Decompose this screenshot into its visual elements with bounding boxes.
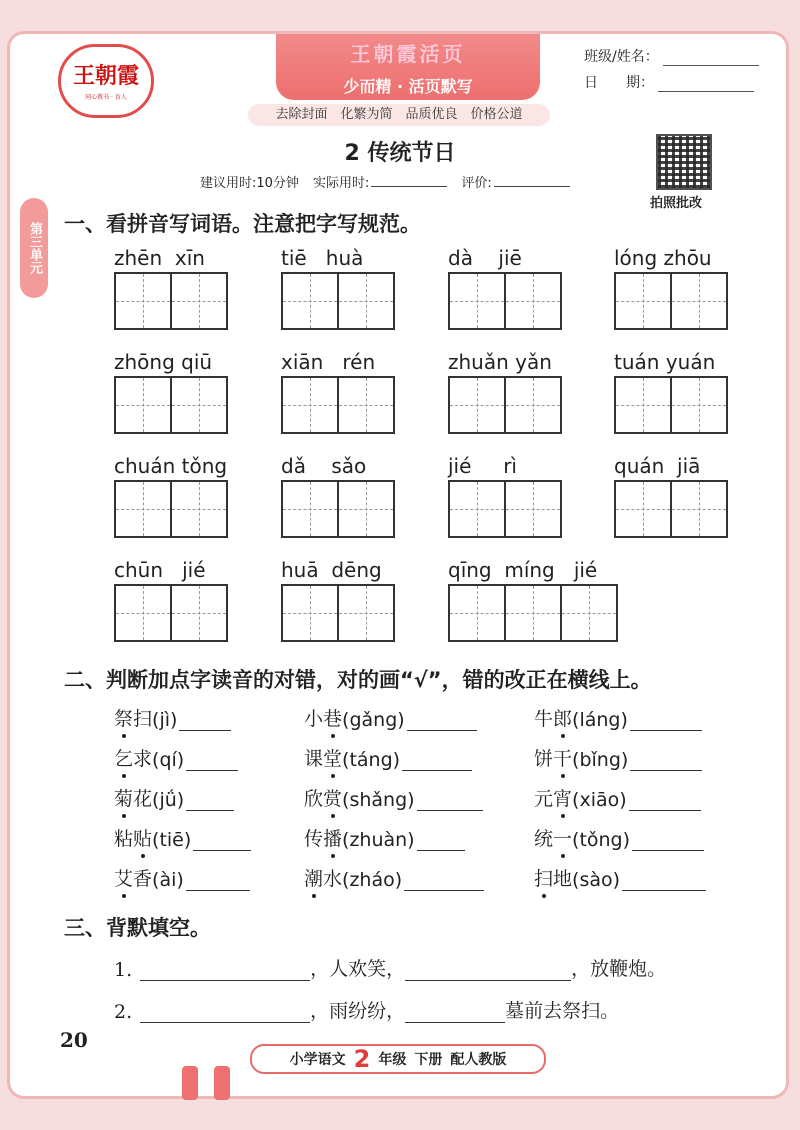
footer-edition: 配人教版 bbox=[450, 1052, 507, 1068]
actual-time-field[interactable] bbox=[371, 172, 447, 187]
qr-label: 拍照批改 bbox=[650, 196, 703, 211]
judge-item bbox=[114, 824, 251, 851]
pinyin-text: qīng míng jié bbox=[448, 558, 598, 582]
dotted-char: 赏 bbox=[323, 784, 342, 811]
footer-decoration bbox=[182, 1066, 198, 1100]
word-char: 课 bbox=[304, 748, 324, 770]
section3-title: 三、背默填空。 bbox=[64, 916, 211, 940]
header-banner bbox=[276, 34, 540, 100]
judge-pinyin: (láng) bbox=[572, 709, 628, 731]
suggested-time: 建议用时:10分钟 bbox=[200, 176, 299, 191]
section2-title: 二、判断加点字读音的对错，对的画“√”，错的改正在横线上。 bbox=[64, 668, 652, 692]
writing-grid bbox=[281, 480, 393, 538]
recite-mid-1: ，人欢笑， bbox=[310, 958, 406, 980]
judge-item bbox=[304, 744, 472, 771]
recite-line-2 bbox=[114, 996, 619, 1023]
answer-blank[interactable] bbox=[186, 752, 238, 771]
judge-item bbox=[304, 704, 477, 731]
writing-cell[interactable] bbox=[448, 376, 506, 434]
writing-grid bbox=[114, 584, 226, 642]
answer-blank[interactable] bbox=[417, 832, 465, 851]
answer-blank[interactable] bbox=[186, 872, 250, 891]
footer-grade: 2 bbox=[353, 1045, 371, 1073]
answer-blank[interactable] bbox=[622, 872, 706, 891]
word-char: 传 bbox=[304, 828, 324, 850]
date-row bbox=[584, 72, 754, 92]
recite-blank-1b[interactable] bbox=[405, 962, 571, 981]
writing-grid bbox=[114, 376, 226, 434]
judge-pinyin: (jǘ) bbox=[152, 789, 185, 811]
dotted-char: 宵 bbox=[553, 784, 572, 811]
unit-tab: 第三单元 bbox=[20, 198, 48, 298]
answer-blank[interactable] bbox=[407, 712, 477, 731]
dotted-char: 扫 bbox=[534, 864, 553, 891]
pinyin-text: tuán yuán bbox=[614, 350, 716, 374]
word-char: 求 bbox=[133, 748, 153, 770]
writing-cell[interactable] bbox=[614, 376, 672, 434]
answer-blank[interactable] bbox=[193, 832, 251, 851]
pinyin-text: zhōng qiū bbox=[114, 350, 213, 374]
writing-cell[interactable] bbox=[170, 480, 228, 538]
writing-cell[interactable] bbox=[614, 480, 672, 538]
writing-cell[interactable] bbox=[281, 584, 339, 642]
word-char: 地 bbox=[553, 868, 573, 890]
footer-decoration bbox=[214, 1066, 230, 1100]
rating-label: 评价: bbox=[461, 176, 492, 191]
recite-blank-2b[interactable] bbox=[405, 1004, 505, 1023]
writing-cell[interactable] bbox=[504, 376, 562, 434]
judge-item bbox=[304, 784, 483, 811]
logo-name: 王朝霞 bbox=[72, 63, 139, 89]
judge-item bbox=[114, 784, 234, 811]
brand-slogan: 少而精 · 活页默写 bbox=[343, 77, 473, 96]
recite-blank-1a[interactable] bbox=[140, 962, 310, 981]
judge-pinyin: (tǒng) bbox=[572, 829, 631, 851]
dotted-char: 播 bbox=[323, 824, 342, 851]
writing-cell[interactable] bbox=[281, 480, 339, 538]
writing-grid bbox=[281, 584, 393, 642]
answer-blank[interactable] bbox=[630, 752, 702, 771]
judge-pinyin: (zháo) bbox=[342, 869, 403, 891]
writing-grid bbox=[448, 480, 560, 538]
writing-cell[interactable] bbox=[670, 272, 728, 330]
writing-cell[interactable] bbox=[170, 584, 228, 642]
pinyin-text: lóng zhōu bbox=[614, 246, 712, 270]
writing-cell[interactable] bbox=[170, 376, 228, 434]
pinyin-text: huā dēng bbox=[281, 558, 382, 582]
word-char: 香 bbox=[133, 868, 153, 890]
word-char: 水 bbox=[323, 868, 343, 890]
judge-pinyin: (sào) bbox=[572, 869, 621, 891]
pinyin-text: dà jiē bbox=[448, 246, 522, 270]
page-number: 20 bbox=[60, 1028, 88, 1052]
lesson-title: 2 传统节日 bbox=[344, 141, 456, 166]
writing-cell[interactable] bbox=[614, 272, 672, 330]
word-char: 扫 bbox=[133, 708, 153, 730]
judge-item bbox=[534, 824, 704, 851]
class-name-label: 班级/姓名： bbox=[584, 49, 659, 65]
footer-edition-pill bbox=[250, 1044, 546, 1074]
writing-cell[interactable] bbox=[560, 584, 618, 642]
dotted-char: 巷 bbox=[323, 704, 342, 731]
judge-item bbox=[534, 864, 706, 891]
writing-cell[interactable] bbox=[281, 376, 339, 434]
writing-cell[interactable] bbox=[448, 480, 506, 538]
judge-pinyin: (jì) bbox=[152, 709, 178, 731]
writing-cell[interactable] bbox=[670, 376, 728, 434]
judge-pinyin: (bǐng) bbox=[572, 749, 629, 771]
writing-cell[interactable] bbox=[504, 272, 562, 330]
pinyin-text: chuán tǒng bbox=[114, 454, 228, 478]
footer-grade-unit: 年级 bbox=[378, 1052, 407, 1068]
judge-item bbox=[534, 744, 702, 771]
judge-pinyin: (ài) bbox=[152, 869, 184, 891]
qr-code-icon[interactable] bbox=[656, 134, 712, 190]
answer-blank[interactable] bbox=[630, 712, 702, 731]
recite-num-2: 2. bbox=[114, 1001, 133, 1023]
dotted-char: 潮 bbox=[304, 864, 323, 891]
pinyin-text: jié rì bbox=[448, 454, 517, 478]
section1-title: 一、看拼音写词语。注意把字写规范。 bbox=[64, 212, 421, 236]
recite-end-2: 墓前去祭扫。 bbox=[505, 1000, 620, 1022]
dotted-char: 菊 bbox=[114, 784, 133, 811]
word-char: 花 bbox=[133, 788, 153, 810]
date-field[interactable] bbox=[658, 77, 754, 92]
actual-time-label: 实际用时: bbox=[312, 176, 370, 191]
class-name-row bbox=[584, 46, 759, 66]
dotted-char: 干 bbox=[553, 744, 572, 771]
word-char: 饼 bbox=[534, 748, 554, 770]
dotted-char: 堂 bbox=[323, 744, 342, 771]
dotted-char: 艾 bbox=[114, 864, 133, 891]
pinyin-text: xiān rén bbox=[281, 350, 376, 374]
word-char: 粘 bbox=[114, 828, 134, 850]
judge-item bbox=[534, 784, 701, 811]
writing-grid bbox=[614, 376, 726, 434]
rating-field[interactable] bbox=[494, 172, 570, 187]
writing-cell[interactable] bbox=[114, 272, 172, 330]
writing-cell[interactable] bbox=[337, 480, 395, 538]
word-char: 统 bbox=[534, 828, 554, 850]
writing-cell[interactable] bbox=[504, 480, 562, 538]
writing-cell[interactable] bbox=[114, 480, 172, 538]
writing-cell[interactable] bbox=[448, 272, 506, 330]
recite-line-1 bbox=[114, 954, 666, 981]
judge-pinyin: (táng) bbox=[342, 749, 401, 771]
footer-term: 下册 bbox=[414, 1052, 443, 1068]
judge-item bbox=[304, 824, 465, 851]
recite-blank-2a[interactable] bbox=[140, 1004, 310, 1023]
judge-item bbox=[114, 704, 231, 731]
logo-subtitle: 同心教书 · 育人 bbox=[85, 94, 127, 101]
writing-grid bbox=[448, 376, 560, 434]
class-name-field[interactable] bbox=[663, 51, 759, 66]
writing-grid bbox=[114, 480, 226, 538]
judge-pinyin: (gǎng) bbox=[342, 709, 405, 731]
judge-pinyin: (qí) bbox=[152, 749, 185, 771]
date-label: 日 期： bbox=[584, 75, 654, 91]
writing-grid bbox=[614, 272, 726, 330]
judge-item bbox=[114, 744, 238, 771]
dotted-char: 贴 bbox=[133, 824, 152, 851]
pinyin-text: dǎ sǎo bbox=[281, 454, 367, 478]
recite-end-1: ，放鞭炮。 bbox=[571, 958, 667, 980]
lesson-meta bbox=[200, 172, 584, 191]
word-char: 欣 bbox=[304, 788, 324, 810]
dotted-char: 一 bbox=[553, 824, 572, 851]
judge-pinyin: (xiāo) bbox=[572, 789, 627, 811]
word-char: 元 bbox=[534, 788, 554, 810]
pinyin-text: zhēn xīn bbox=[114, 246, 205, 270]
answer-blank[interactable] bbox=[629, 792, 701, 811]
pinyin-text: quán jiā bbox=[614, 454, 701, 478]
judge-item bbox=[304, 864, 484, 891]
writing-cell[interactable] bbox=[670, 480, 728, 538]
judge-pinyin: (shǎng) bbox=[342, 789, 415, 811]
judge-pinyin: (zhuàn) bbox=[342, 829, 415, 851]
judge-item bbox=[114, 864, 250, 891]
writing-grid bbox=[114, 272, 226, 330]
word-char: 牛 bbox=[534, 708, 554, 730]
writing-cell[interactable] bbox=[170, 272, 228, 330]
answer-blank[interactable] bbox=[417, 792, 483, 811]
recite-num-1: 1. bbox=[114, 959, 133, 981]
writing-cell[interactable] bbox=[448, 584, 506, 642]
writing-cell[interactable] bbox=[337, 376, 395, 434]
answer-blank[interactable] bbox=[402, 752, 472, 771]
writing-grid bbox=[281, 376, 393, 434]
answer-blank[interactable] bbox=[179, 712, 231, 731]
writing-cell[interactable] bbox=[337, 584, 395, 642]
writing-grid bbox=[281, 272, 393, 330]
writing-cell[interactable] bbox=[281, 272, 339, 330]
pinyin-text: tiē huà bbox=[281, 246, 364, 270]
dotted-char: 乞 bbox=[114, 744, 133, 771]
brand-title: 王朝霞活页 bbox=[350, 42, 466, 66]
word-char: 小 bbox=[304, 708, 324, 730]
answer-blank[interactable] bbox=[404, 872, 484, 891]
writing-grid bbox=[448, 584, 616, 642]
writing-cell[interactable] bbox=[114, 584, 172, 642]
writing-cell[interactable] bbox=[337, 272, 395, 330]
student-info-box bbox=[574, 40, 764, 98]
judge-item bbox=[534, 704, 702, 731]
writing-cell[interactable] bbox=[504, 584, 562, 642]
writing-cell[interactable] bbox=[114, 376, 172, 434]
dotted-char: 祭 bbox=[114, 704, 133, 731]
pinyin-text: chūn jié bbox=[114, 558, 206, 582]
publisher-logo bbox=[58, 44, 154, 118]
judge-pinyin: (tiē) bbox=[152, 829, 192, 851]
writing-grid bbox=[448, 272, 560, 330]
motto-bar: 去除封面 化繁为简 品质优良 价格公道 bbox=[248, 104, 550, 126]
recite-mid-2: ，雨纷纷， bbox=[310, 1000, 406, 1022]
answer-blank[interactable] bbox=[186, 792, 234, 811]
answer-blank[interactable] bbox=[632, 832, 704, 851]
writing-grid bbox=[614, 480, 726, 538]
dotted-char: 郎 bbox=[553, 704, 572, 731]
footer-subject: 小学语文 bbox=[289, 1052, 346, 1068]
pinyin-text: zhuǎn yǎn bbox=[448, 350, 552, 374]
